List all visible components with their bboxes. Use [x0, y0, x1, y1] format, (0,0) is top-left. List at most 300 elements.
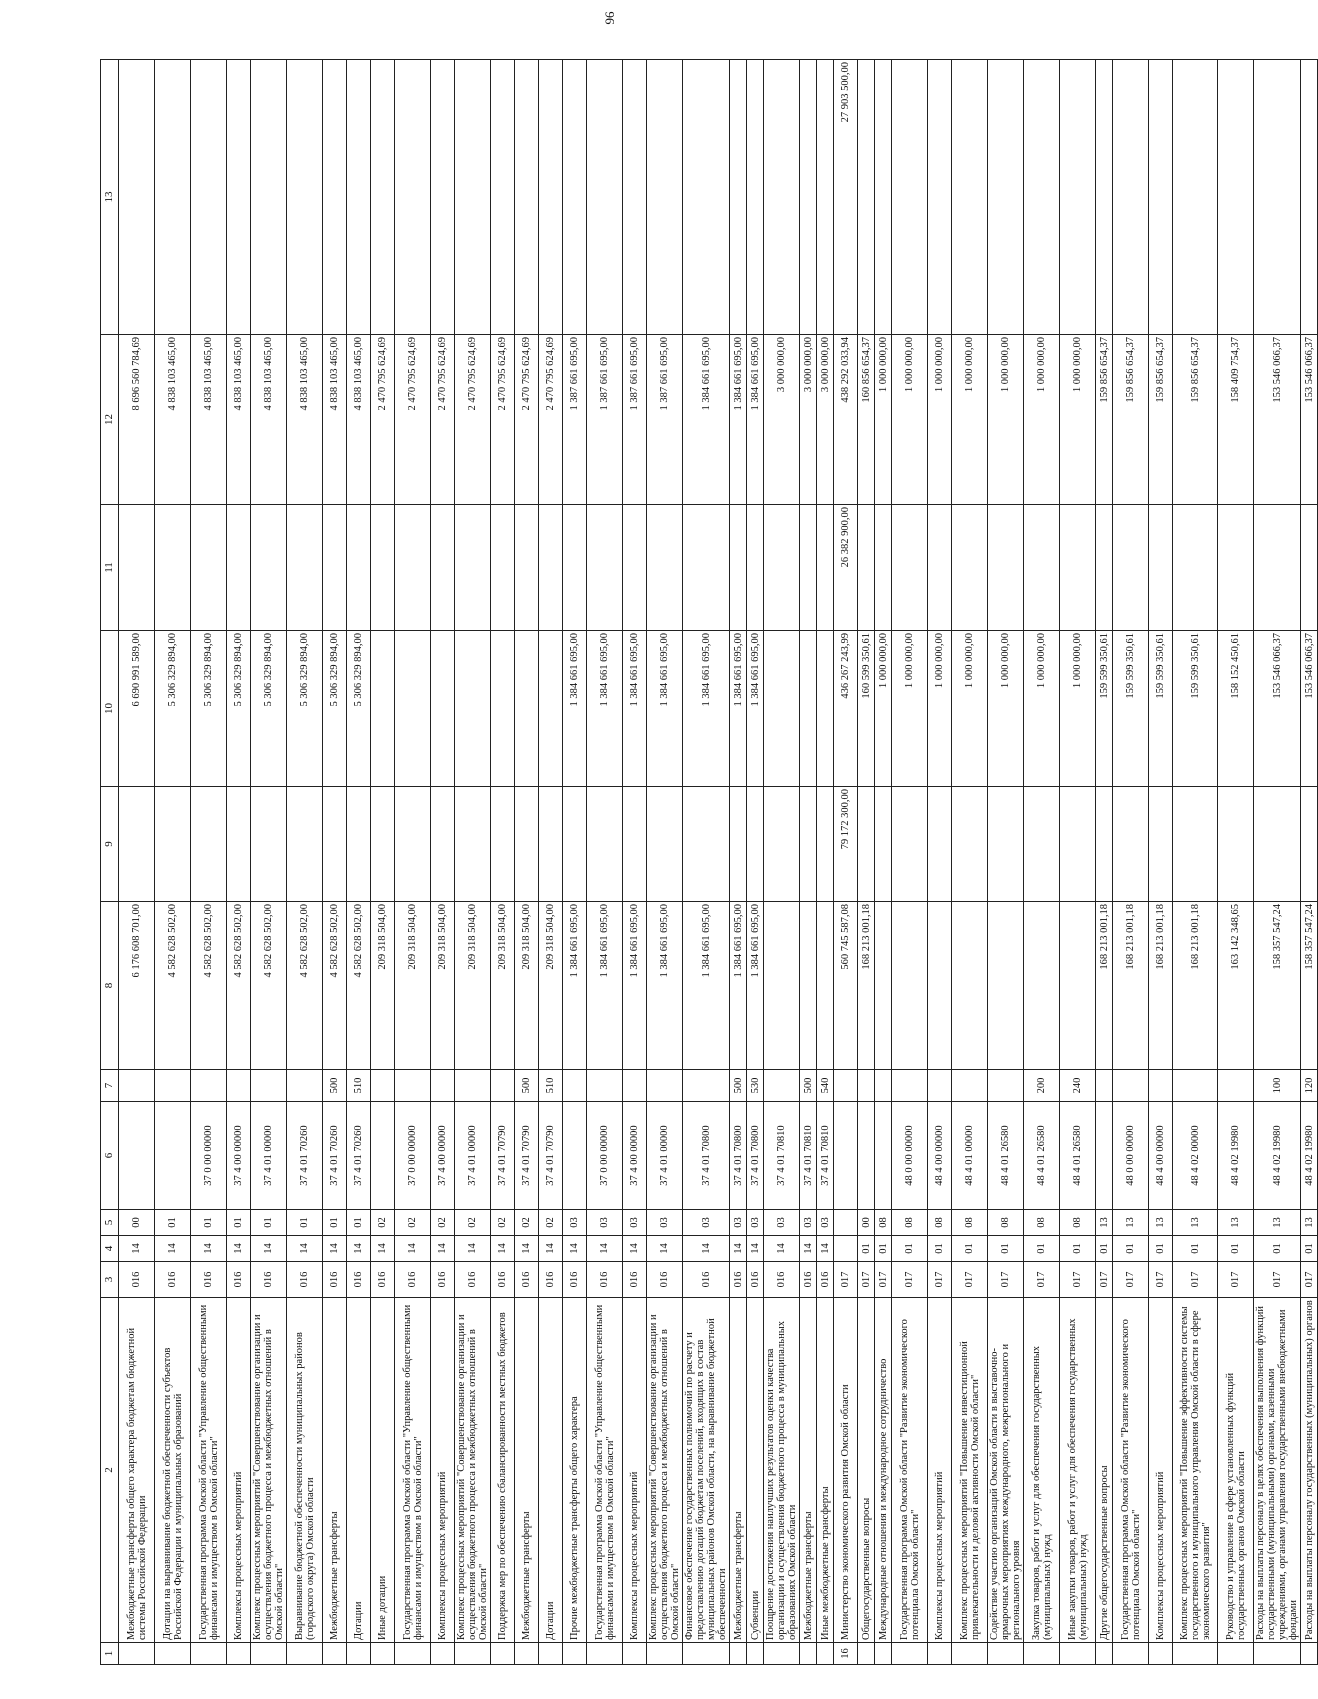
target-article-cell: 37 4 00 00000: [227, 1102, 251, 1210]
amount-cell: [347, 60, 371, 335]
table-row: [227, 60, 251, 1665]
amount-cell: [800, 60, 817, 335]
amount-cell: [1301, 60, 1318, 335]
subsection-cell: 01: [287, 1210, 323, 1236]
section-cell: 14: [323, 1236, 347, 1262]
amount-cell: [647, 60, 683, 335]
amount-cell: 5 306 329 894,00: [287, 631, 323, 787]
amount-cell: [1096, 505, 1113, 631]
code-cell: 017: [1173, 1262, 1218, 1298]
amount-cell: [371, 505, 395, 631]
amount-cell: [1173, 505, 1218, 631]
amount-cell: [875, 902, 892, 1070]
subsection-cell: [834, 1210, 858, 1236]
table-row: [1173, 60, 1218, 1665]
expense-type-cell: [587, 1070, 623, 1102]
subsection-cell: 08: [988, 1210, 1024, 1236]
rotated-page: [100, 60, 1315, 1665]
row-number-cell: [455, 1643, 491, 1665]
amount-cell: [800, 902, 817, 1070]
amount-cell: [623, 787, 647, 902]
expense-type-cell: [155, 1070, 191, 1102]
section-cell: 14: [647, 1236, 683, 1262]
target-article-cell: [563, 1102, 587, 1210]
amount-cell: [395, 787, 431, 902]
section-cell: 14: [587, 1236, 623, 1262]
row-name-cell: Межбюджетные трансферты общего характера бюджетам бюджетной системы Российской Федерации: [119, 1298, 155, 1643]
table-row: [764, 60, 800, 1665]
amount-cell: 4 838 103 465,00: [191, 335, 227, 505]
subsection-cell: 08: [892, 1210, 928, 1236]
amount-cell: 209 318 504,00: [515, 902, 539, 1070]
amount-cell: [515, 60, 539, 335]
subsection-cell: 13: [1173, 1210, 1218, 1236]
amount-cell: [431, 505, 455, 631]
amount-cell: [395, 631, 431, 787]
code-cell: 017: [1301, 1262, 1318, 1298]
row-number-cell: [251, 1643, 287, 1665]
section-cell: [834, 1236, 858, 1262]
amount-cell: 3 000 000,00: [817, 335, 834, 505]
amount-cell: [764, 787, 800, 902]
amount-cell: [817, 631, 834, 787]
target-article-cell: 37 4 01 70260: [323, 1102, 347, 1210]
section-cell: 14: [491, 1236, 515, 1262]
amount-cell: 79 172 300,00: [834, 787, 858, 902]
table-row: [875, 60, 892, 1665]
amount-cell: 159 856 654,37: [1149, 335, 1173, 505]
code-cell: 017: [834, 1262, 858, 1298]
target-article-cell: 48 0 00 00000: [1113, 1102, 1149, 1210]
subsection-cell: 03: [730, 1210, 747, 1236]
subsection-cell: 01: [191, 1210, 227, 1236]
amount-cell: 159 599 350,61: [1173, 631, 1218, 787]
section-cell: 01: [892, 1236, 928, 1262]
target-article-cell: 48 4 02 19980: [1254, 1102, 1301, 1210]
amount-cell: [683, 60, 730, 335]
table-row: [1301, 60, 1318, 1665]
target-article-cell: [834, 1102, 858, 1210]
row-number-cell: [928, 1643, 952, 1665]
subsection-cell: 03: [764, 1210, 800, 1236]
target-article-cell: 48 4 00 00000: [928, 1102, 952, 1210]
code-cell: 016: [371, 1262, 395, 1298]
section-cell: 01: [875, 1236, 892, 1262]
amount-cell: [817, 787, 834, 902]
amount-cell: 1 384 661 695,00: [623, 631, 647, 787]
amount-cell: [1173, 60, 1218, 335]
amount-cell: 4 838 103 465,00: [227, 335, 251, 505]
subsection-cell: 13: [1254, 1210, 1301, 1236]
expense-type-cell: [227, 1070, 251, 1102]
row-number-cell: [1254, 1643, 1301, 1665]
code-cell: 016: [800, 1262, 817, 1298]
amount-cell: 4 838 103 465,00: [155, 335, 191, 505]
amount-cell: [800, 505, 817, 631]
section-cell: 14: [623, 1236, 647, 1262]
amount-cell: [1060, 505, 1096, 631]
subsection-cell: 08: [1060, 1210, 1096, 1236]
amount-cell: 4 582 628 502,00: [287, 902, 323, 1070]
row-number-cell: [539, 1643, 563, 1665]
target-article-cell: [1096, 1102, 1113, 1210]
amount-cell: 209 318 504,00: [539, 902, 563, 1070]
header-cell: 5: [101, 1210, 119, 1236]
section-cell: 01: [952, 1236, 988, 1262]
table-row: [587, 60, 623, 1665]
target-article-cell: 37 4 01 00000: [455, 1102, 491, 1210]
target-article-cell: [858, 1102, 875, 1210]
code-cell: 017: [875, 1262, 892, 1298]
amount-cell: 1 000 000,00: [892, 631, 928, 787]
row-name-cell: Дотации на выравнивание бюджетной обеспеченности субъектов Российской Федерации и муниципальных образований: [155, 1298, 191, 1643]
code-cell: 016: [227, 1262, 251, 1298]
row-number-cell: [119, 1643, 155, 1665]
amount-cell: 1 384 661 695,00: [747, 335, 764, 505]
amount-cell: [928, 60, 952, 335]
amount-cell: [119, 787, 155, 902]
amount-cell: 159 599 350,61: [1096, 631, 1113, 787]
table-row: [730, 60, 747, 1665]
amount-cell: [191, 60, 227, 335]
target-article-cell: 37 4 01 70810: [800, 1102, 817, 1210]
section-cell: 14: [191, 1236, 227, 1262]
target-article-cell: 48 4 00 00000: [1149, 1102, 1173, 1210]
table-row: [1096, 60, 1113, 1665]
table-row: [539, 60, 563, 1665]
amount-cell: 2 470 795 624,69: [539, 335, 563, 505]
row-name-cell: Международные отношения и международное сотрудничество: [875, 1298, 892, 1643]
amount-cell: [251, 60, 287, 335]
expense-type-cell: [647, 1070, 683, 1102]
row-name-cell: Государственная программа Омской области "Управление общественными финансами и имуществом в Омской области": [395, 1298, 431, 1643]
amount-cell: [875, 60, 892, 335]
code-cell: 016: [455, 1262, 491, 1298]
row-number-cell: [858, 1643, 875, 1665]
subsection-cell: 03: [623, 1210, 647, 1236]
code-cell: 016: [491, 1262, 515, 1298]
amount-cell: [858, 787, 875, 902]
amount-cell: [227, 60, 251, 335]
table-row: [834, 60, 858, 1665]
amount-cell: 1 000 000,00: [875, 631, 892, 787]
row-number-cell: [371, 1643, 395, 1665]
amount-cell: 4 582 628 502,00: [155, 902, 191, 1070]
amount-cell: 158 409 754,37: [1218, 335, 1254, 505]
expense-type-cell: 100: [1254, 1070, 1301, 1102]
table-row: [988, 60, 1024, 1665]
row-number-cell: [155, 1643, 191, 1665]
expense-type-cell: [455, 1070, 491, 1102]
row-name-cell: Комплексы процессных мероприятий: [1149, 1298, 1173, 1643]
amount-cell: [323, 505, 347, 631]
row-name-cell: Государственная программа Омской области "Развитие экономического потенциала Омской области": [1113, 1298, 1149, 1643]
amount-cell: [928, 902, 952, 1070]
expense-type-cell: [892, 1070, 928, 1102]
amount-cell: [491, 60, 515, 335]
expense-type-cell: [191, 1070, 227, 1102]
target-article-cell: 37 4 01 00000: [647, 1102, 683, 1210]
expense-type-cell: [858, 1070, 875, 1102]
amount-cell: 168 213 001,18: [1113, 902, 1149, 1070]
header-cell: 2: [101, 1298, 119, 1643]
amount-cell: [323, 60, 347, 335]
section-cell: 14: [539, 1236, 563, 1262]
amount-cell: 6 176 608 701,00: [119, 902, 155, 1070]
table-row: [647, 60, 683, 1665]
amount-cell: [683, 505, 730, 631]
amount-cell: [800, 787, 817, 902]
amount-cell: [563, 60, 587, 335]
row-number-cell: [747, 1643, 764, 1665]
table-row: [1113, 60, 1149, 1665]
amount-cell: [395, 60, 431, 335]
amount-cell: [730, 505, 747, 631]
subsection-cell: 03: [800, 1210, 817, 1236]
table-row: [1060, 60, 1096, 1665]
expense-type-cell: [764, 1070, 800, 1102]
expense-type-cell: [371, 1070, 395, 1102]
amount-cell: [539, 505, 563, 631]
amount-cell: [817, 902, 834, 1070]
amount-cell: [1113, 505, 1149, 631]
amount-cell: [1060, 60, 1096, 335]
expense-type-cell: [928, 1070, 952, 1102]
amount-cell: [491, 631, 515, 787]
row-number-cell: [1096, 1643, 1113, 1665]
amount-cell: [1218, 505, 1254, 631]
table-row: [1218, 60, 1254, 1665]
amount-cell: [119, 60, 155, 335]
amount-cell: [1254, 787, 1301, 902]
row-number-cell: [875, 1643, 892, 1665]
amount-cell: 560 745 587,08: [834, 902, 858, 1070]
amount-cell: 27 903 500,00: [834, 60, 858, 335]
table-row: [191, 60, 227, 1665]
section-cell: 14: [800, 1236, 817, 1262]
amount-cell: 2 470 795 624,69: [515, 335, 539, 505]
amount-cell: [515, 505, 539, 631]
expense-type-cell: [1173, 1070, 1218, 1102]
amount-cell: 1 384 661 695,00: [563, 902, 587, 1070]
table-row: [858, 60, 875, 1665]
amount-cell: [988, 505, 1024, 631]
amount-cell: [539, 787, 563, 902]
code-cell: 016: [251, 1262, 287, 1298]
row-name-cell: Иные закупки товаров, работ и услуг для обеспечения государственных (муниципальных) нужд: [1060, 1298, 1096, 1643]
table-row: [515, 60, 539, 1665]
target-article-cell: 37 0 00 00000: [191, 1102, 227, 1210]
row-number-cell: [1149, 1643, 1173, 1665]
target-article-cell: [875, 1102, 892, 1210]
row-number-cell: [587, 1643, 623, 1665]
target-article-cell: 48 4 01 26580: [1060, 1102, 1096, 1210]
section-cell: 14: [764, 1236, 800, 1262]
target-article-cell: 37 0 00 00000: [587, 1102, 623, 1210]
amount-cell: [1149, 787, 1173, 902]
target-article-cell: [119, 1102, 155, 1210]
expense-type-cell: [395, 1070, 431, 1102]
header-cell: 8: [101, 902, 119, 1070]
amount-cell: 1 000 000,00: [988, 631, 1024, 787]
amount-cell: [227, 787, 251, 902]
amount-cell: [623, 505, 647, 631]
row-number-cell: [287, 1643, 323, 1665]
header-cell: 7: [101, 1070, 119, 1102]
section-cell: 14: [251, 1236, 287, 1262]
table-row: [455, 60, 491, 1665]
table-row: [395, 60, 431, 1665]
code-cell: 016: [323, 1262, 347, 1298]
subsection-cell: 02: [455, 1210, 491, 1236]
amount-cell: [1218, 787, 1254, 902]
code-cell: 016: [817, 1262, 834, 1298]
row-name-cell: Руководство и управление в сфере установленных функций государственных органов Омской области: [1218, 1298, 1254, 1643]
row-number-cell: [191, 1643, 227, 1665]
amount-cell: [539, 60, 563, 335]
table-body: [101, 60, 1318, 1665]
amount-cell: 153 546 066,37: [1301, 335, 1318, 505]
amount-cell: 2 470 795 624,69: [455, 335, 491, 505]
expense-type-cell: 200: [1024, 1070, 1060, 1102]
row-number-cell: [730, 1643, 747, 1665]
row-name-cell: Комплекс процессных мероприятий "Совершенствование организации и осуществления бюджетного процесса и межбюджетных отношений в Омской области": [647, 1298, 683, 1643]
amount-cell: 1 384 661 695,00: [683, 631, 730, 787]
amount-cell: 1 000 000,00: [892, 335, 928, 505]
amount-cell: [1301, 787, 1318, 902]
header-cell: 3: [101, 1262, 119, 1298]
amount-cell: [1254, 60, 1301, 335]
subsection-cell: 03: [587, 1210, 623, 1236]
amount-cell: 209 318 504,00: [455, 902, 491, 1070]
amount-cell: [1301, 505, 1318, 631]
expense-type-cell: [834, 1070, 858, 1102]
code-cell: 017: [1096, 1262, 1113, 1298]
code-cell: 017: [928, 1262, 952, 1298]
code-cell: 017: [1060, 1262, 1096, 1298]
table-row: [683, 60, 730, 1665]
code-cell: 016: [119, 1262, 155, 1298]
code-cell: 017: [1254, 1262, 1301, 1298]
amount-cell: [1060, 902, 1096, 1070]
row-number-cell: [623, 1643, 647, 1665]
section-cell: 14: [395, 1236, 431, 1262]
table-row: [623, 60, 647, 1665]
header-cell: 9: [101, 787, 119, 902]
section-cell: 01: [1218, 1236, 1254, 1262]
amount-cell: [858, 505, 875, 631]
amount-cell: [1149, 60, 1173, 335]
amount-cell: 153 546 066,37: [1301, 631, 1318, 787]
code-cell: 016: [395, 1262, 431, 1298]
amount-cell: [875, 505, 892, 631]
code-cell: 016: [587, 1262, 623, 1298]
row-name-cell: Министерство экономического развития Омской области: [834, 1298, 858, 1643]
amount-cell: [952, 505, 988, 631]
section-cell: 14: [431, 1236, 455, 1262]
row-name-cell: Комплекс процессных мероприятий "Повышение эффективности системы государственного и муниципального управления Омской области в сфере экономического развития": [1173, 1298, 1218, 1643]
expense-type-cell: [875, 1070, 892, 1102]
amount-cell: 168 213 001,18: [1149, 902, 1173, 1070]
target-article-cell: 37 4 01 70260: [347, 1102, 371, 1210]
code-cell: 016: [647, 1262, 683, 1298]
amount-cell: [952, 787, 988, 902]
amount-cell: [892, 902, 928, 1070]
target-article-cell: 37 4 01 70800: [683, 1102, 730, 1210]
row-number-cell: [764, 1643, 800, 1665]
row-number-cell: [323, 1643, 347, 1665]
row-name-cell: Прочие межбюджетные трансферты общего характера: [563, 1298, 587, 1643]
amount-cell: 159 856 654,37: [1113, 335, 1149, 505]
row-name-cell: Дотации: [539, 1298, 563, 1643]
section-cell: 14: [119, 1236, 155, 1262]
amount-cell: 159 599 350,61: [1149, 631, 1173, 787]
subsection-cell: 03: [647, 1210, 683, 1236]
amount-cell: 5 306 329 894,00: [227, 631, 251, 787]
section-cell: 01: [928, 1236, 952, 1262]
row-number-cell: 16: [834, 1643, 858, 1665]
amount-cell: 1 384 661 695,00: [647, 631, 683, 787]
row-name-cell: Комплексы процессных мероприятий: [227, 1298, 251, 1643]
amount-cell: 4 838 103 465,00: [347, 335, 371, 505]
row-number-cell: [515, 1643, 539, 1665]
expense-type-cell: 510: [347, 1070, 371, 1102]
amount-cell: [1218, 60, 1254, 335]
expense-type-cell: [1218, 1070, 1254, 1102]
amount-cell: [371, 60, 395, 335]
header-cell: 4: [101, 1236, 119, 1262]
amount-cell: [287, 505, 323, 631]
code-cell: 016: [764, 1262, 800, 1298]
amount-cell: [431, 60, 455, 335]
subsection-cell: 03: [683, 1210, 730, 1236]
code-cell: 017: [892, 1262, 928, 1298]
amount-cell: [764, 902, 800, 1070]
amount-cell: [587, 505, 623, 631]
row-name-cell: Дотации: [347, 1298, 371, 1643]
subsection-cell: 13: [1149, 1210, 1173, 1236]
amount-cell: 159 856 654,37: [1173, 335, 1218, 505]
amount-cell: 438 292 033,94: [834, 335, 858, 505]
code-cell: 016: [623, 1262, 647, 1298]
table-row: [1149, 60, 1173, 1665]
subsection-cell: 03: [563, 1210, 587, 1236]
amount-cell: [1096, 787, 1113, 902]
amount-cell: 1 387 661 695,00: [563, 335, 587, 505]
amount-cell: [563, 505, 587, 631]
amount-cell: 4 838 103 465,00: [287, 335, 323, 505]
target-article-cell: 37 4 01 70790: [515, 1102, 539, 1210]
amount-cell: 2 470 795 624,69: [395, 335, 431, 505]
target-article-cell: 37 4 01 70810: [817, 1102, 834, 1210]
table-row: [1024, 60, 1060, 1665]
section-cell: 01: [988, 1236, 1024, 1262]
amount-cell: 1 384 661 695,00: [747, 631, 764, 787]
table-row: [817, 60, 834, 1665]
code-cell: 016: [747, 1262, 764, 1298]
section-cell: 14: [347, 1236, 371, 1262]
subsection-cell: 13: [1218, 1210, 1254, 1236]
target-article-cell: 37 4 01 70810: [764, 1102, 800, 1210]
amount-cell: 6 690 991 589,00: [119, 631, 155, 787]
amount-cell: [395, 505, 431, 631]
expense-type-cell: [119, 1070, 155, 1102]
amount-cell: [683, 787, 730, 902]
amount-cell: [1254, 505, 1301, 631]
row-number-cell: [395, 1643, 431, 1665]
amount-cell: 4 582 628 502,00: [347, 902, 371, 1070]
code-cell: 016: [431, 1262, 455, 1298]
